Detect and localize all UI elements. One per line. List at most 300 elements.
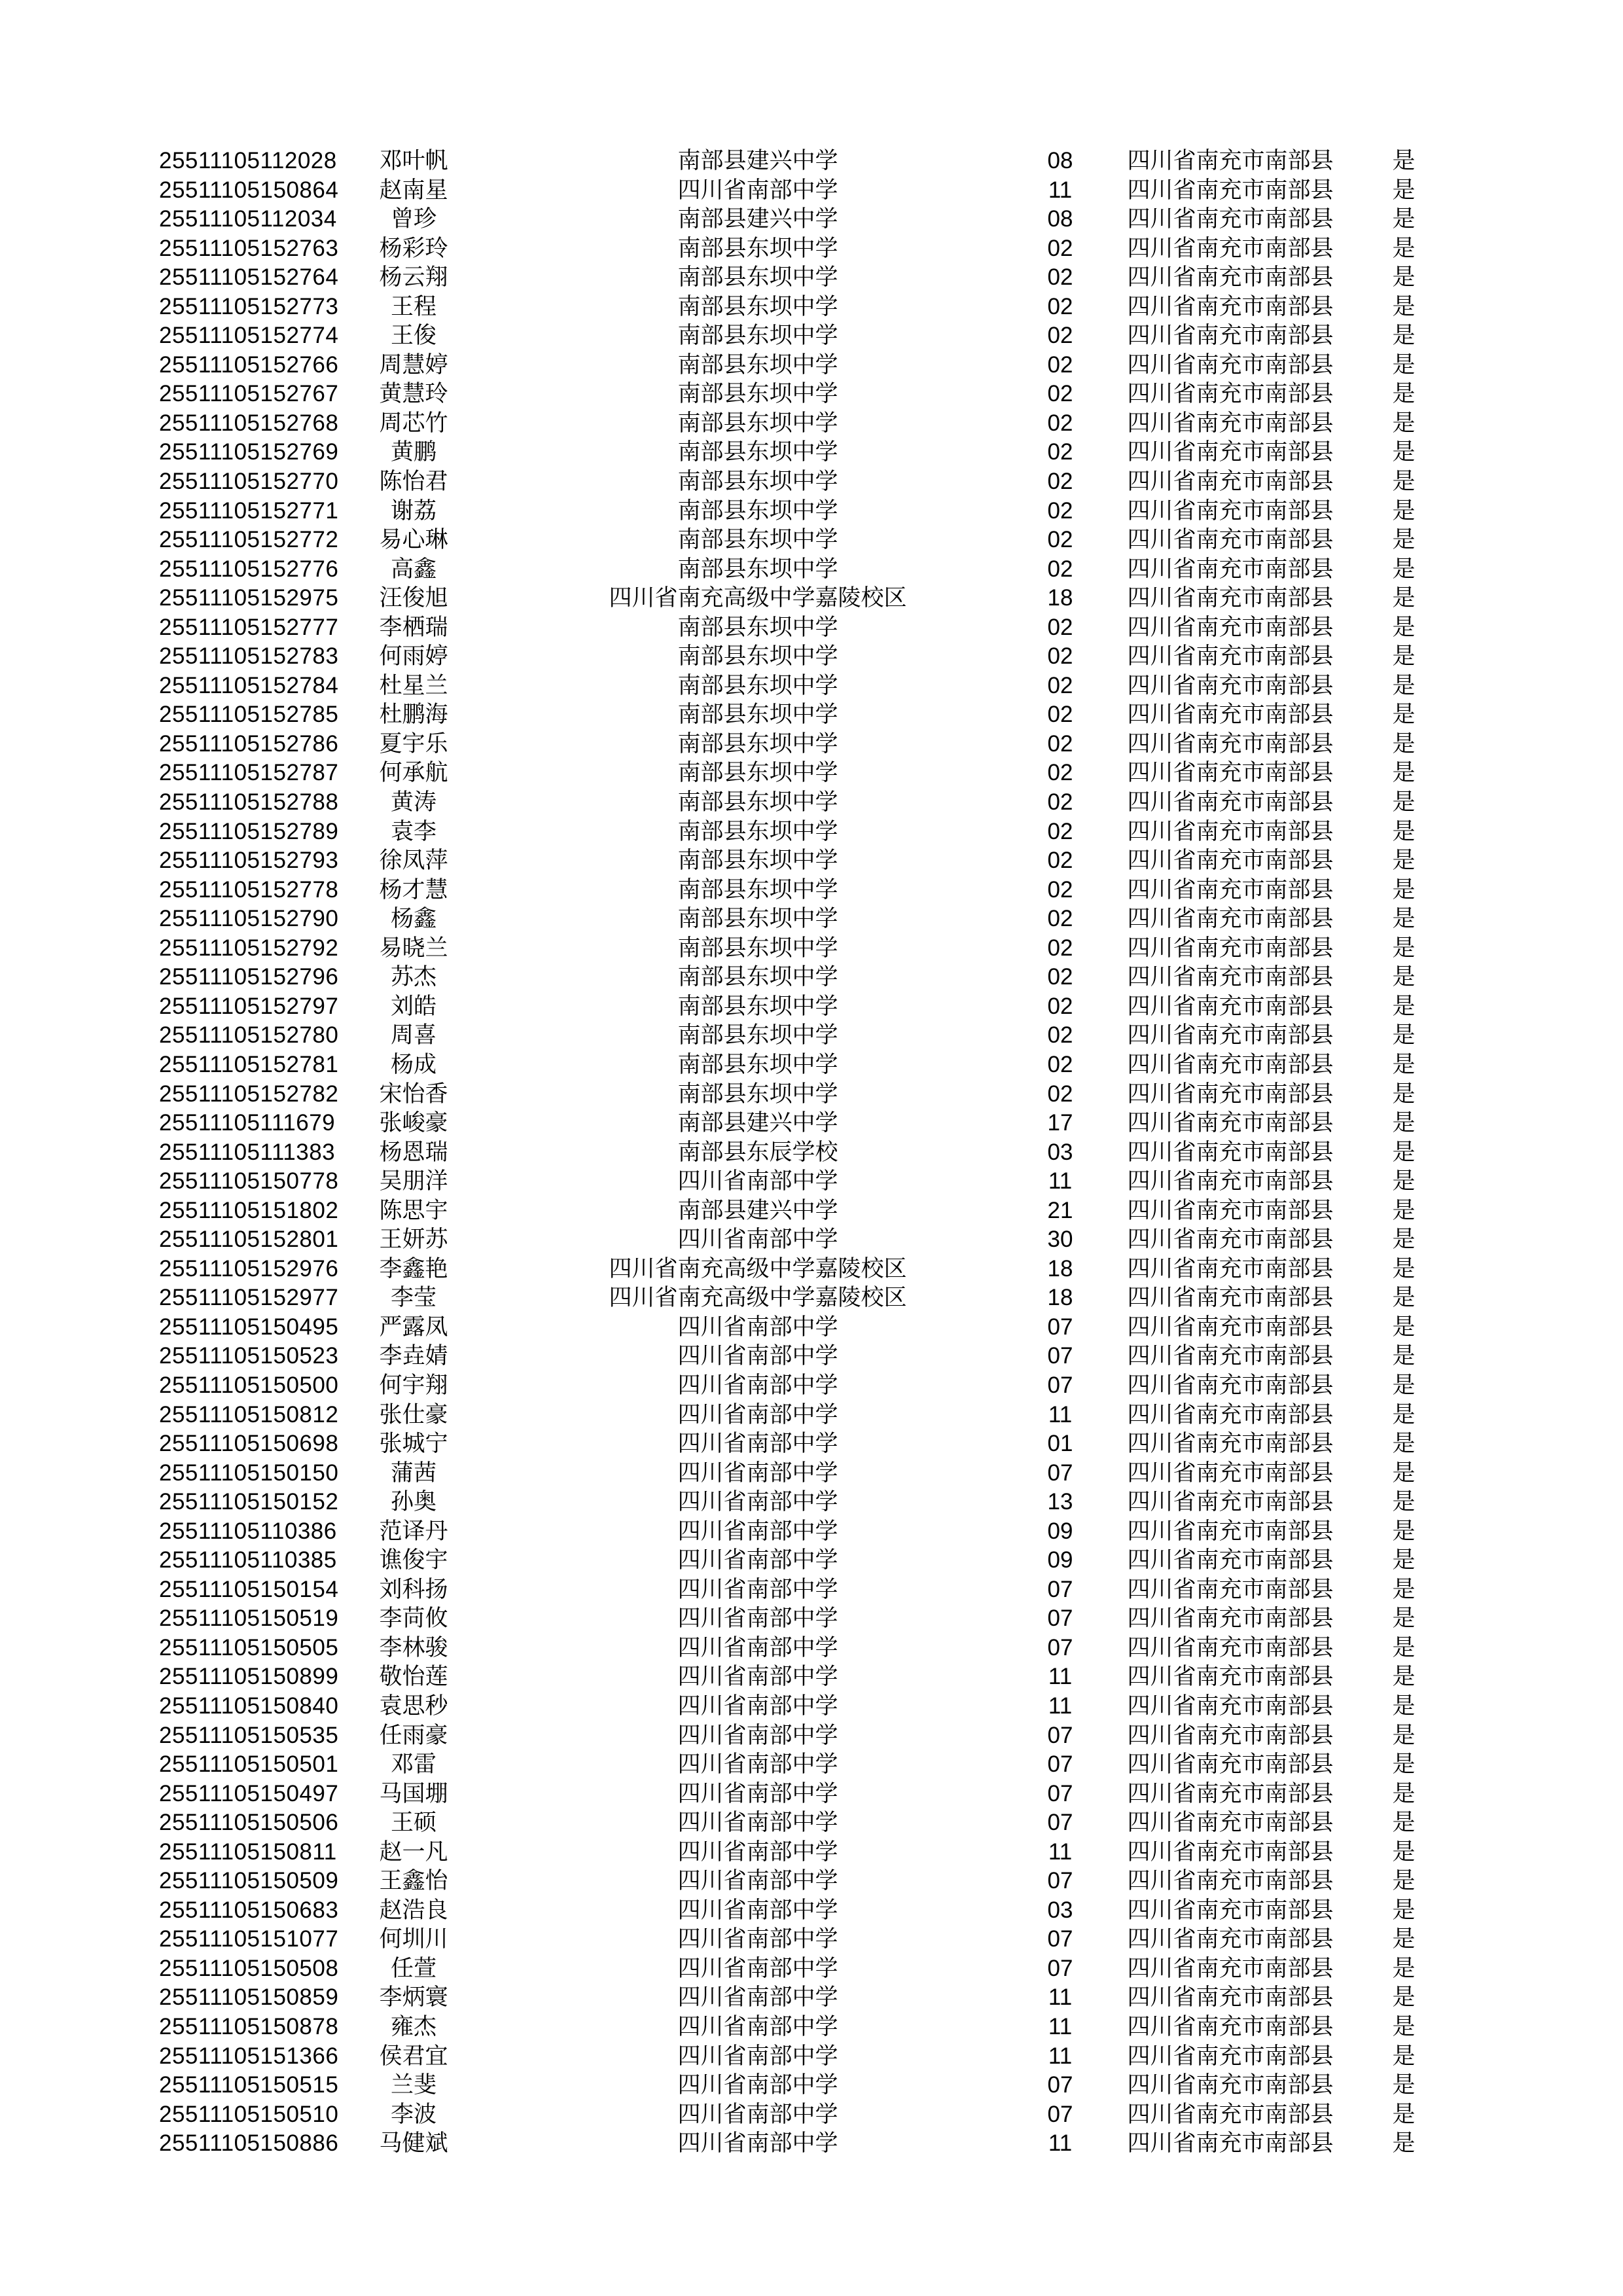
region: 四川省南充市南部县 (1127, 1547, 1334, 1573)
table-row (0, 1255, 1623, 1284)
region: 四川省南充市南部县 (1127, 1605, 1334, 1632)
region: 四川省南充市南部县 (1127, 1401, 1334, 1427)
student-name: 马国堋 (379, 1780, 448, 1806)
class-code: 02 (1047, 1051, 1073, 1077)
region: 四川省南充市南部县 (1127, 2072, 1334, 2098)
table-row (0, 1109, 1623, 1138)
exam-id: 25511105152773 (159, 293, 339, 319)
school-name: 四川省南部中学 (677, 2014, 838, 2039)
confirm-flag: 是 (1392, 1051, 1416, 1077)
school-name: 四川省南部中学 (677, 1664, 838, 1690)
region: 四川省南充市南部县 (1127, 439, 1334, 465)
confirm-flag: 是 (1392, 1431, 1416, 1457)
table-row (0, 1517, 1623, 1547)
confirm-flag: 是 (1392, 1227, 1416, 1253)
class-code: 02 (1047, 323, 1073, 349)
table-row (0, 846, 1623, 876)
student-table (0, 147, 1623, 2159)
exam-id: 25511105150506 (159, 1810, 339, 1836)
exam-id: 25511105152789 (159, 818, 339, 844)
table-row (0, 1780, 1623, 1809)
student-name: 张仕豪 (379, 1401, 448, 1427)
class-code: 03 (1047, 1139, 1073, 1165)
table-row (0, 788, 1623, 817)
student-name: 易晓兰 (379, 935, 448, 961)
exam-id: 25511105111679 (159, 1110, 336, 1136)
table-row (0, 1604, 1623, 1634)
student-name: 杨才慧 (379, 876, 448, 903)
class-code: 02 (1047, 410, 1073, 436)
table-row (0, 555, 1623, 584)
student-name: 李林骏 (379, 1634, 448, 1660)
student-name: 刘皓 (390, 993, 437, 1019)
class-code: 09 (1047, 1518, 1073, 1544)
student-name: 雍杰 (390, 2014, 437, 2039)
class-code: 02 (1047, 614, 1073, 640)
exam-id: 25511105150683 (159, 1897, 339, 1923)
student-name: 李炳寰 (379, 1984, 448, 2011)
table-row (0, 467, 1623, 497)
exam-id: 25511105152783 (159, 643, 339, 670)
school-name: 南部县东坝中学 (677, 381, 838, 407)
student-name: 侯君宜 (379, 2043, 448, 2069)
region: 四川省南充市南部县 (1127, 702, 1334, 728)
exam-id: 25511105150778 (159, 1168, 339, 1194)
school-name: 南部县东坝中学 (677, 264, 838, 291)
exam-id: 25511105150509 (159, 1868, 339, 1894)
student-name: 王鑫怡 (379, 1868, 448, 1894)
class-code: 02 (1047, 351, 1073, 378)
confirm-flag: 是 (1392, 1926, 1416, 1952)
table-row (0, 1167, 1623, 1196)
school-name: 南部县东坝中学 (677, 351, 838, 378)
confirm-flag: 是 (1392, 1955, 1416, 1981)
exam-id: 25511105150535 (159, 1722, 339, 1748)
school-name: 四川省南部中学 (677, 1839, 838, 1865)
student-name: 黄涛 (390, 789, 437, 816)
confirm-flag: 是 (1392, 323, 1416, 349)
school-name: 四川省南部中学 (677, 1168, 838, 1194)
class-code: 02 (1047, 993, 1073, 1019)
school-name: 四川省南部中学 (677, 1372, 838, 1398)
table-row (0, 205, 1623, 234)
table-row (0, 526, 1623, 555)
class-code: 02 (1047, 964, 1073, 990)
confirm-flag: 是 (1392, 993, 1416, 1019)
class-code: 07 (1047, 2101, 1073, 2127)
student-name: 王硕 (390, 1810, 437, 1836)
exam-id: 25511105152786 (159, 730, 339, 757)
school-name: 南部县东坝中学 (677, 497, 838, 524)
table-row (0, 672, 1623, 701)
student-name: 王程 (390, 293, 437, 319)
class-code: 02 (1047, 760, 1073, 786)
school-name: 南部县东坝中学 (677, 469, 838, 495)
region: 四川省南充市南部县 (1127, 1576, 1334, 1602)
confirm-flag: 是 (1392, 351, 1416, 378)
exam-id: 25511105152764 (159, 264, 339, 291)
exam-id: 25511105152771 (159, 497, 339, 524)
student-name: 李鑫艳 (379, 1255, 448, 1282)
table-row (0, 2071, 1623, 2100)
exam-id: 25511105150899 (159, 1664, 339, 1690)
table-row (0, 1459, 1623, 1488)
student-name: 陈思宇 (379, 1197, 448, 1223)
school-name: 四川省南部中学 (677, 1227, 838, 1253)
confirm-flag: 是 (1392, 760, 1416, 786)
table-row (0, 351, 1623, 380)
region: 四川省南充市南部县 (1127, 643, 1334, 670)
confirm-flag: 是 (1392, 730, 1416, 757)
confirm-flag: 是 (1392, 818, 1416, 844)
class-code: 02 (1047, 439, 1073, 465)
class-code: 07 (1047, 1460, 1073, 1486)
student-name: 邓雷 (390, 1751, 437, 1778)
exam-id: 25511105152774 (159, 323, 339, 349)
region: 四川省南充市南部县 (1127, 1751, 1334, 1778)
confirm-flag: 是 (1392, 1197, 1416, 1223)
region: 四川省南充市南部县 (1127, 2101, 1334, 2127)
confirm-flag: 是 (1392, 1168, 1416, 1194)
exam-id: 25511105151802 (159, 1197, 339, 1223)
school-name: 四川省南部中学 (677, 1955, 838, 1981)
region: 四川省南充市南部县 (1127, 1839, 1334, 1865)
class-code: 07 (1047, 1372, 1073, 1398)
school-name: 南部县建兴中学 (677, 206, 838, 232)
student-name: 夏宇乐 (379, 730, 448, 757)
class-code: 07 (1047, 1343, 1073, 1369)
student-name: 吴朋洋 (379, 1168, 448, 1194)
confirm-flag: 是 (1392, 672, 1416, 698)
confirm-flag: 是 (1392, 1022, 1416, 1049)
exam-id: 25511105150523 (159, 1343, 339, 1369)
exam-id: 25511105152782 (159, 1081, 339, 1107)
confirm-flag: 是 (1392, 1314, 1416, 1340)
school-name: 南部县东辰学校 (677, 1139, 838, 1165)
region: 四川省南充市南部县 (1127, 614, 1334, 640)
exam-id: 25511105152763 (159, 235, 339, 261)
confirm-flag: 是 (1392, 1255, 1416, 1282)
exam-id: 25511105151366 (159, 2043, 339, 2069)
class-code: 11 (1048, 1839, 1073, 1865)
school-name: 南部县东坝中学 (677, 293, 838, 319)
class-code: 08 (1047, 148, 1073, 173)
school-name: 四川省南部中学 (677, 1926, 838, 1952)
region: 四川省南充市南部县 (1127, 2043, 1334, 2069)
table-row (0, 642, 1623, 672)
school-name: 南部县东坝中学 (677, 818, 838, 844)
class-code: 17 (1047, 1110, 1073, 1136)
table-row (0, 1808, 1623, 1838)
school-name: 四川省南部中学 (677, 1547, 838, 1573)
exam-id: 25511105150508 (159, 1955, 339, 1981)
class-code: 11 (1048, 1693, 1073, 1719)
class-code: 11 (1048, 1168, 1073, 1194)
class-code: 07 (1047, 1926, 1073, 1952)
school-name: 四川省南部中学 (677, 1810, 838, 1836)
school-name: 四川省南充高级中学嘉陵校区 (609, 1285, 907, 1311)
exam-id: 25511105112028 (159, 148, 337, 173)
confirm-flag: 是 (1392, 1081, 1416, 1107)
region: 四川省南充市南部县 (1127, 1810, 1334, 1836)
class-code: 07 (1047, 1722, 1073, 1748)
school-name: 四川省南部中学 (677, 1431, 838, 1457)
school-name: 南部县东坝中学 (677, 1022, 838, 1049)
table-row (0, 234, 1623, 264)
table-row (0, 1634, 1623, 1663)
school-name: 四川省南部中学 (677, 1897, 838, 1923)
region: 四川省南充市南部县 (1127, 148, 1334, 173)
exam-id: 25511105111383 (159, 1139, 336, 1165)
class-code: 02 (1047, 906, 1073, 932)
table-row (0, 1867, 1623, 1896)
region: 四川省南充市南部县 (1127, 1372, 1334, 1398)
school-name: 四川省南部中学 (677, 1518, 838, 1544)
student-name: 张峻豪 (379, 1110, 448, 1136)
student-name: 谢荔 (390, 497, 437, 524)
table-row (0, 905, 1623, 934)
class-code: 07 (1047, 1751, 1073, 1778)
region: 四川省南充市南部县 (1127, 993, 1334, 1019)
class-code: 07 (1047, 1605, 1073, 1632)
exam-id: 25511105152797 (159, 993, 339, 1019)
school-name: 南部县东坝中学 (677, 323, 838, 349)
table-row (0, 613, 1623, 643)
school-name: 四川省南部中学 (677, 1780, 838, 1806)
exam-id: 25511105150500 (159, 1372, 339, 1398)
table-row (0, 438, 1623, 467)
region: 四川省南充市南部县 (1127, 264, 1334, 291)
table-row (0, 1021, 1623, 1050)
exam-id: 25511105150840 (159, 1693, 339, 1719)
school-name: 南部县东坝中学 (677, 760, 838, 786)
class-code: 11 (1048, 1664, 1073, 1690)
class-code: 02 (1047, 381, 1073, 407)
student-name: 杨彩玲 (379, 235, 448, 261)
region: 四川省南充市南部县 (1127, 1285, 1334, 1311)
student-name: 宋怡香 (379, 1081, 448, 1107)
exam-id: 25511105152796 (159, 964, 339, 990)
table-row (0, 1138, 1623, 1168)
school-name: 南部县东坝中学 (677, 527, 838, 553)
table-row (0, 584, 1623, 613)
confirm-flag: 是 (1392, 1489, 1416, 1515)
exam-id: 25511105150154 (159, 1576, 339, 1602)
class-code: 13 (1047, 1489, 1073, 1515)
student-name: 赵南星 (379, 177, 448, 203)
student-name: 邓叶帆 (379, 148, 448, 173)
confirm-flag: 是 (1392, 1634, 1416, 1660)
exam-id: 25511105152976 (159, 1255, 339, 1282)
region: 四川省南充市南部县 (1127, 1314, 1334, 1340)
school-name: 南部县东坝中学 (677, 439, 838, 465)
exam-id: 25511105152788 (159, 789, 339, 816)
confirm-flag: 是 (1392, 1984, 1416, 2011)
school-name: 南部县东坝中学 (677, 643, 838, 670)
region: 四川省南充市南部县 (1127, 730, 1334, 757)
confirm-flag: 是 (1392, 177, 1416, 203)
confirm-flag: 是 (1392, 906, 1416, 932)
confirm-flag: 是 (1392, 1810, 1416, 1836)
region: 四川省南充市南部县 (1127, 1518, 1334, 1544)
region: 四川省南充市南部县 (1127, 1168, 1334, 1194)
table-row (0, 409, 1623, 439)
school-name: 四川省南部中学 (677, 1460, 838, 1486)
table-row (0, 1371, 1623, 1401)
confirm-flag: 是 (1392, 1780, 1416, 1806)
confirm-flag: 是 (1392, 1372, 1416, 1398)
class-code: 02 (1047, 818, 1073, 844)
region: 四川省南充市南部县 (1127, 1139, 1334, 1165)
confirm-flag: 是 (1392, 497, 1416, 524)
confirm-flag: 是 (1392, 1722, 1416, 1748)
school-name: 四川省南部中学 (677, 1576, 838, 1602)
confirm-flag: 是 (1392, 2014, 1416, 2039)
student-name: 杨恩瑞 (379, 1139, 448, 1165)
student-name: 敬怡莲 (379, 1664, 448, 1690)
exam-id: 25511105150886 (159, 2130, 339, 2157)
school-name: 南部县东坝中学 (677, 993, 838, 1019)
student-name: 何圳川 (379, 1926, 448, 1952)
region: 四川省南充市南部县 (1127, 1460, 1334, 1486)
region: 四川省南充市南部县 (1127, 1431, 1334, 1457)
class-code: 11 (1048, 2130, 1073, 2157)
student-name: 蒲茜 (390, 1460, 437, 1486)
student-name: 杨鑫 (390, 906, 437, 932)
confirm-flag: 是 (1392, 556, 1416, 582)
table-row (0, 321, 1623, 351)
class-code: 02 (1047, 527, 1073, 553)
region: 四川省南充市南部县 (1127, 1984, 1334, 2011)
region: 四川省南充市南部县 (1127, 381, 1334, 407)
student-name: 任萱 (390, 1955, 437, 1981)
exam-id: 25511105112034 (159, 206, 337, 232)
exam-id: 25511105152793 (159, 848, 339, 874)
table-row (0, 1429, 1623, 1459)
confirm-flag: 是 (1392, 527, 1416, 553)
class-code: 02 (1047, 848, 1073, 874)
confirm-flag: 是 (1392, 148, 1416, 173)
region: 四川省南充市南部县 (1127, 323, 1334, 349)
student-name: 何雨婷 (379, 643, 448, 670)
exam-id: 25511105150864 (159, 177, 339, 203)
school-name: 四川省南部中学 (677, 1401, 838, 1427)
region: 四川省南充市南部县 (1127, 1110, 1334, 1136)
class-code: 11 (1048, 177, 1073, 203)
student-name: 周慧婷 (379, 351, 448, 378)
table-row (0, 1401, 1623, 1430)
confirm-flag: 是 (1392, 410, 1416, 436)
table-row (0, 1196, 1623, 1226)
student-name: 范译丹 (379, 1518, 448, 1544)
school-name: 南部县东坝中学 (677, 556, 838, 582)
school-name: 南部县东坝中学 (677, 876, 838, 903)
school-name: 南部县东坝中学 (677, 235, 838, 261)
student-name: 李栖瑞 (379, 614, 448, 640)
exam-id: 25511105152977 (159, 1285, 339, 1311)
student-name: 杨成 (390, 1051, 437, 1077)
region: 四川省南充市南部县 (1127, 351, 1334, 378)
school-name: 四川省南部中学 (677, 2101, 838, 2127)
class-code: 03 (1047, 1897, 1073, 1923)
exam-id: 25511105152801 (159, 1227, 339, 1253)
table-row (0, 1662, 1623, 1692)
school-name: 四川省南部中学 (677, 177, 838, 203)
table-row (0, 700, 1623, 730)
region: 四川省南充市南部县 (1127, 497, 1334, 524)
table-row (0, 963, 1623, 992)
exam-id: 25511105152787 (159, 760, 339, 786)
table-row (0, 817, 1623, 847)
exam-id: 25511105150497 (159, 1780, 339, 1806)
confirm-flag: 是 (1392, 1576, 1416, 1602)
confirm-flag: 是 (1392, 2101, 1416, 2127)
confirm-flag: 是 (1392, 1664, 1416, 1690)
class-code: 01 (1047, 1431, 1073, 1457)
student-name: 黄鹏 (390, 439, 437, 465)
confirm-flag: 是 (1392, 702, 1416, 728)
exam-id: 25511105152785 (159, 702, 339, 728)
confirm-flag: 是 (1392, 1839, 1416, 1865)
school-name: 南部县东坝中学 (677, 672, 838, 698)
student-name: 马健斌 (379, 2130, 448, 2157)
school-name: 四川省南部中学 (677, 1634, 838, 1660)
exam-id: 25511105110385 (159, 1547, 337, 1573)
class-code: 11 (1048, 1984, 1073, 2011)
student-name: 谯俊宇 (379, 1547, 448, 1573)
class-code: 02 (1047, 789, 1073, 816)
student-name: 赵一凡 (379, 1839, 448, 1865)
confirm-flag: 是 (1392, 1343, 1416, 1369)
student-name: 王妍苏 (379, 1227, 448, 1253)
region: 四川省南充市南部县 (1127, 1693, 1334, 1719)
school-name: 南部县东坝中学 (677, 614, 838, 640)
school-name: 南部县东坝中学 (677, 789, 838, 816)
confirm-flag: 是 (1392, 235, 1416, 261)
student-name: 李垚婧 (379, 1343, 448, 1369)
table-row (0, 147, 1623, 176)
class-code: 02 (1047, 702, 1073, 728)
student-name: 任雨豪 (379, 1722, 448, 1748)
region: 四川省南充市南部县 (1127, 1634, 1334, 1660)
school-name: 四川省南部中学 (677, 1868, 838, 1894)
confirm-flag: 是 (1392, 1285, 1416, 1311)
exam-id: 25511105151077 (159, 1926, 339, 1952)
table-row (0, 1050, 1623, 1080)
student-name: 汪俊旭 (379, 585, 448, 611)
student-name: 李莹 (390, 1285, 437, 1311)
student-name: 杜鹏海 (379, 702, 448, 728)
exam-id: 25511105150150 (159, 1460, 339, 1486)
region: 四川省南充市南部县 (1127, 1081, 1334, 1107)
student-name: 杨云翔 (379, 264, 448, 291)
exam-id: 25511105150519 (159, 1605, 339, 1632)
student-name: 曾珍 (390, 206, 437, 232)
table-row (0, 730, 1623, 759)
school-name: 四川省南部中学 (677, 1489, 838, 1515)
class-code: 07 (1047, 1314, 1073, 1340)
class-code: 07 (1047, 1576, 1073, 1602)
region: 四川省南充市南部县 (1127, 789, 1334, 816)
confirm-flag: 是 (1392, 2130, 1416, 2157)
exam-id: 25511105152772 (159, 527, 339, 553)
school-name: 四川省南部中学 (677, 1751, 838, 1778)
region: 四川省南充市南部县 (1127, 1255, 1334, 1282)
confirm-flag: 是 (1392, 1139, 1416, 1165)
school-name: 南部县东坝中学 (677, 1051, 838, 1077)
exam-id: 25511105150812 (159, 1401, 339, 1427)
confirm-flag: 是 (1392, 1460, 1416, 1486)
